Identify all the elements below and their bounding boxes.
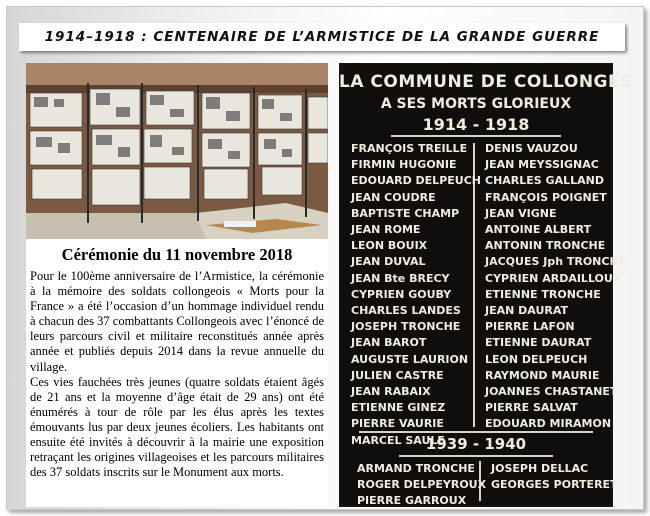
page-title: 1914–1918 : CENTENAIRE DE L’ARMISTICE DE LA GRANDE GUERRE (19, 23, 625, 51)
plaque-rule (399, 455, 553, 457)
plaque-rule (359, 431, 593, 433)
article-paragraph: Ces vies fauchées très jeunes (quatre soldats étaient âgés de 21 ans et la moyenne d’âge était de 29 ans) ont été énumérés à tour de rôle par les élus après les textes émouvants lus par deux jeunes écoliers. Les habitants ont ensuite été invités à découvrir à la mairie une exposition retraçant les origines villageoises et les parcours militaires des 37 soldats inscrits sur le Monument aux morts. (30, 374, 324, 480)
soldier-name: PIERRE GARROUX (357, 494, 467, 507)
soldier-name: CYPRIEN ARDAILLOUX (485, 271, 622, 285)
soldier-name: FRANÇOIS POIGNET (485, 190, 607, 204)
soldier-name: PIERRE SALVAT (485, 401, 578, 415)
soldier-name: ANTOINE ALBERT (485, 223, 592, 237)
plaque-line-dedication: A SES MORTS GLORIEUX (380, 96, 572, 112)
plaque-years-ww2: 1939 - 1940 (425, 435, 527, 453)
soldier-name: EDOUARD DELPEUCH (351, 174, 481, 188)
article-body (30, 269, 324, 480)
soldier-name: LEON DELPEUCH (485, 352, 588, 366)
soldier-name: DENIS VAUZOU (485, 142, 578, 155)
soldier-name: FIRMIN HUGONIE (351, 158, 457, 172)
soldier-name: JEAN COUDRE (351, 190, 436, 204)
soldier-name: ETIENNE GINEZ (351, 401, 446, 415)
ww2-names-left (357, 461, 486, 509)
soldier-name: MARCEL SAULE (351, 433, 445, 447)
soldier-name: ETIENNE DAURAT (485, 336, 592, 350)
ww1-names-right (485, 141, 626, 433)
soldier-name: ETIENNE TRONCHE (485, 287, 601, 301)
ww1-names-left (351, 141, 481, 449)
plaque-rule (391, 135, 561, 137)
soldier-name: JEAN Bte BRECY (351, 271, 450, 285)
soldier-name: CHARLES LANDES (351, 304, 461, 318)
plaque-years-ww1: 1914 - 1918 (422, 115, 530, 134)
memorial-plaque (339, 63, 633, 507)
soldier-name: ANTONIN TRONCHE (485, 239, 606, 253)
soldier-name: CHARLES GALLAND (485, 174, 604, 188)
soldier-name: PIERRE VAURIE (351, 417, 444, 431)
article-paragraph: Pour le 100ème anniversaire de l’Armistice, la cérémonie à la mémoire des soldats collongeois « Morts pour la France » a été l’occasion d’un hommage individuel rendu à chacun des 37 combattants Collongeois avec l’énoncé de leurs parcours civil et militaire reconstitués année après année et publiés depuis 2014 dans la revue annuelle du village. (30, 269, 324, 374)
soldier-name: JOANNES CHASTANET (485, 385, 618, 399)
ww2-names-right (491, 461, 618, 493)
soldier-name: JEAN MEYSSIGNAC (485, 158, 599, 172)
soldier-name: JEAN DAURAT (485, 304, 569, 318)
soldier-name: JOSEPH TRONCHE (351, 320, 461, 334)
soldier-name: JACQUES Jph TRONCHE (485, 255, 627, 269)
article-heading: Cérémonie du 11 novembre 2018 (61, 245, 293, 264)
soldier-name: JOSEPH DELLAC (491, 462, 589, 475)
soldier-name: AUGUSTE LAURION (351, 352, 469, 366)
soldier-name: ROGER DELPEYROUX (357, 478, 487, 491)
soldier-name: CYPRIEN GOUBY (351, 287, 452, 301)
soldier-name: LEON BOUIX (351, 239, 428, 253)
soldier-name: EDOUARD MIRAMON (485, 417, 612, 431)
soldier-name: JEAN VIGNE (485, 206, 557, 220)
soldier-name: GEORGES PORTERET (491, 478, 618, 491)
soldier-name: FRANÇOIS TREILLE (351, 142, 468, 155)
plaque-line-commune: LA COMMUNE DE COLLONGES (339, 72, 633, 92)
soldier-name: RAYMOND MAURIE (485, 368, 600, 382)
soldier-name: JEAN ROME (351, 223, 421, 237)
soldier-name: JEAN BAROT (351, 336, 427, 350)
soldier-name: PIERRE LAFON (485, 320, 575, 334)
soldier-name: JEAN DUVAL (351, 255, 426, 269)
article (26, 239, 328, 507)
soldier-name: BAPTISTE CHAMP (351, 206, 460, 220)
exhibition-photo (26, 63, 328, 239)
soldier-name: JULIEN CASTRE (351, 368, 444, 382)
soldier-name: ARMAND TRONCHE (357, 462, 475, 475)
soldier-name: JEAN RABAIX (351, 385, 431, 399)
